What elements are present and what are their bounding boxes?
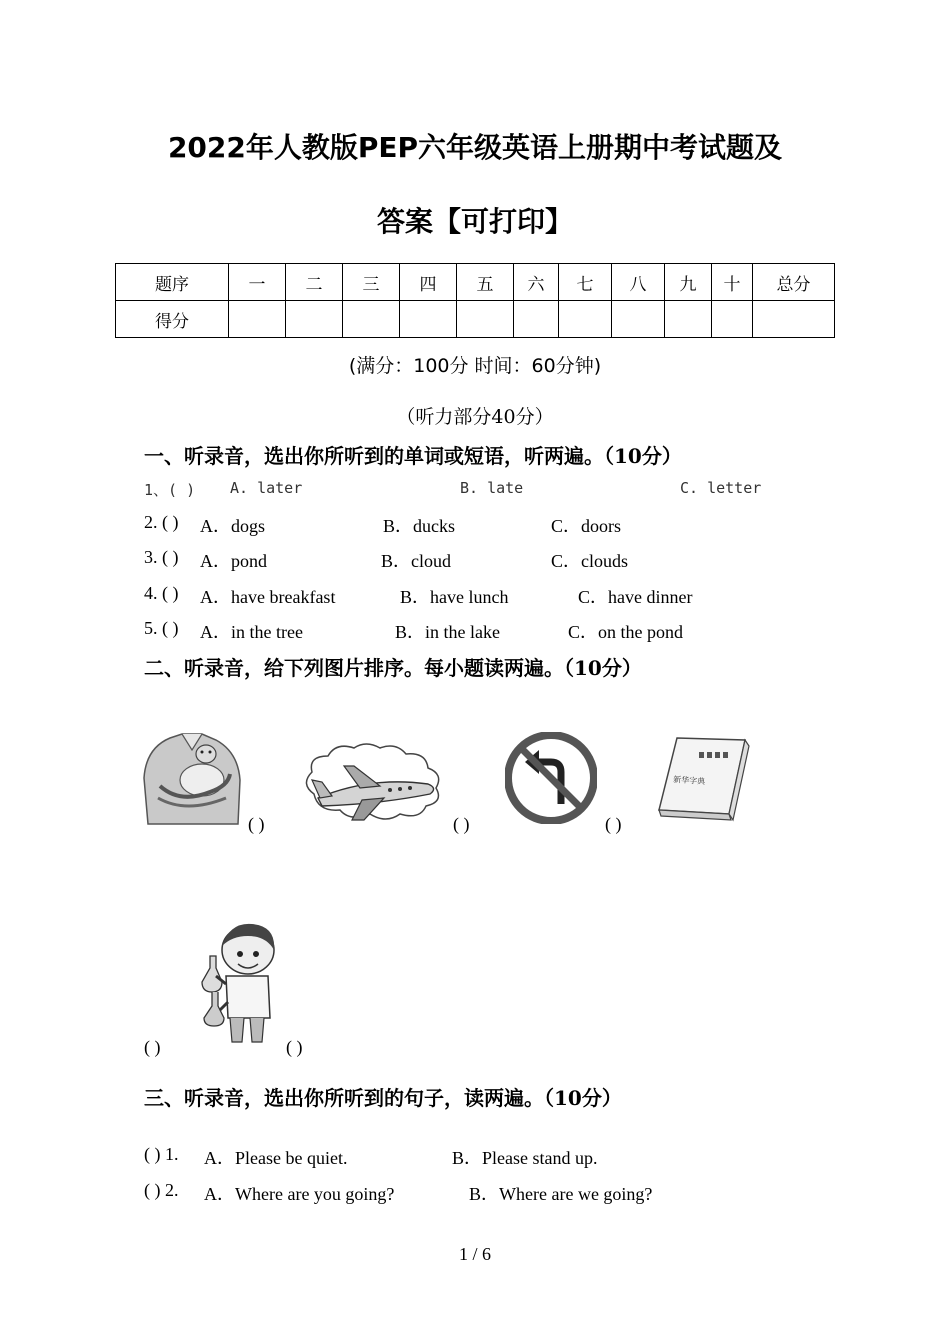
- section-3-question-2-option-a: A．Where are you going?: [204, 1184, 395, 1204]
- question-5-option-a: A．in the tree: [200, 622, 303, 642]
- answer-paren[interactable]: ( ): [605, 814, 622, 834]
- question-1-number: 1、( ): [144, 481, 196, 499]
- question-5-number: 5. ( ): [144, 618, 179, 638]
- score-blank-cell: [400, 301, 457, 338]
- page-title-line-2: 答案【可打印】: [376, 205, 573, 238]
- answer-paren[interactable]: ( ): [144, 1037, 161, 1057]
- score-blank-cell: [514, 301, 559, 338]
- score-cell: 八: [612, 264, 665, 301]
- score-cell: 题序: [116, 264, 229, 301]
- section-3-question-1-option-a: A．Please be quiet.: [204, 1148, 348, 1168]
- score-table-header-row: [116, 264, 835, 301]
- no-left-turn-sign-icon: [505, 732, 597, 824]
- score-cell: 四: [400, 264, 457, 301]
- score-cell: 一: [229, 264, 286, 301]
- score-blank-cell: [559, 301, 612, 338]
- question-4-option-b: B．have lunch: [400, 587, 509, 607]
- question-2-option-b: B．ducks: [383, 516, 455, 536]
- page-number: 1 / 6: [458, 1244, 491, 1264]
- section-1-heading: 一、听录音，选出你所听到的单词或短语，听两遍。（10分）: [144, 444, 682, 468]
- section-3-question-2-option-b: B．Where are we going?: [469, 1184, 653, 1204]
- section-3-heading: 三、听录音，选出你所听到的句子，读两遍。（10分）: [144, 1086, 622, 1110]
- exam-info: (满分：100分 时间：60分钟): [348, 355, 602, 377]
- question-3-option-c: C．clouds: [551, 551, 629, 571]
- question-4-option-a: A．have breakfast: [200, 587, 336, 607]
- score-blank-cell: [457, 301, 514, 338]
- listening-header: （听力部分40分）: [396, 406, 554, 428]
- score-cell: 二: [286, 264, 343, 301]
- dictionary-book-icon: [655, 734, 753, 822]
- score-blank-cell: [612, 301, 665, 338]
- airplane-icon: [300, 740, 445, 826]
- score-blank-cell: [229, 301, 286, 338]
- boy-with-flask-icon: [190, 922, 282, 1046]
- person-holding-pet-icon: [140, 728, 244, 828]
- question-4-option-c: C．have dinner: [578, 587, 693, 607]
- question-4-number: 4. ( ): [144, 583, 179, 603]
- section-3-question-2-number: ( ) 2.: [144, 1180, 179, 1200]
- score-cell: 七: [559, 264, 612, 301]
- score-cell: 总分: [753, 264, 835, 301]
- question-5-option-b: B．in the lake: [395, 622, 500, 642]
- score-cell: 三: [343, 264, 400, 301]
- section-2-heading: 二、听录音，给下列图片排序。每小题读两遍。（10分）: [144, 656, 642, 680]
- question-5-option-c: C．on the pond: [568, 622, 683, 642]
- score-cell: 十: [712, 264, 753, 301]
- question-3-option-a: A．pond: [200, 551, 267, 571]
- question-2-option-a: A．dogs: [200, 516, 266, 536]
- answer-paren[interactable]: ( ): [453, 814, 470, 834]
- page-title-line-1: 2022年人教版PEP六年级英语上册期中考试题及: [167, 131, 783, 164]
- score-blank-cell: [343, 301, 400, 338]
- score-blank-cell: [753, 301, 835, 338]
- score-blank-cell: [665, 301, 712, 338]
- question-1-option-c: C. letter: [680, 479, 762, 497]
- score-cell: 六: [514, 264, 559, 301]
- question-1-option-b: B. late: [460, 479, 524, 497]
- score-cell: 得分: [116, 301, 229, 338]
- question-3-number: 3. ( ): [144, 547, 179, 567]
- question-3-option-b: B．cloud: [381, 551, 451, 571]
- dictionary-book-label: 新华字典: [672, 775, 706, 787]
- score-cell: 九: [665, 264, 712, 301]
- answer-paren[interactable]: ( ): [286, 1037, 303, 1057]
- section-3-question-1-number: ( ) 1.: [144, 1144, 179, 1164]
- answer-paren[interactable]: ( ): [248, 814, 265, 834]
- score-cell: 五: [457, 264, 514, 301]
- score-table-score-row: [116, 301, 835, 338]
- section-3-question-1-option-b: B．Please stand up.: [452, 1148, 598, 1168]
- question-2-option-c: C．doors: [551, 516, 622, 536]
- question-2-number: 2. ( ): [144, 512, 179, 532]
- score-blank-cell: [286, 301, 343, 338]
- score-table: [115, 263, 835, 338]
- question-1-option-a: A. later: [230, 479, 303, 497]
- score-blank-cell: [712, 301, 753, 338]
